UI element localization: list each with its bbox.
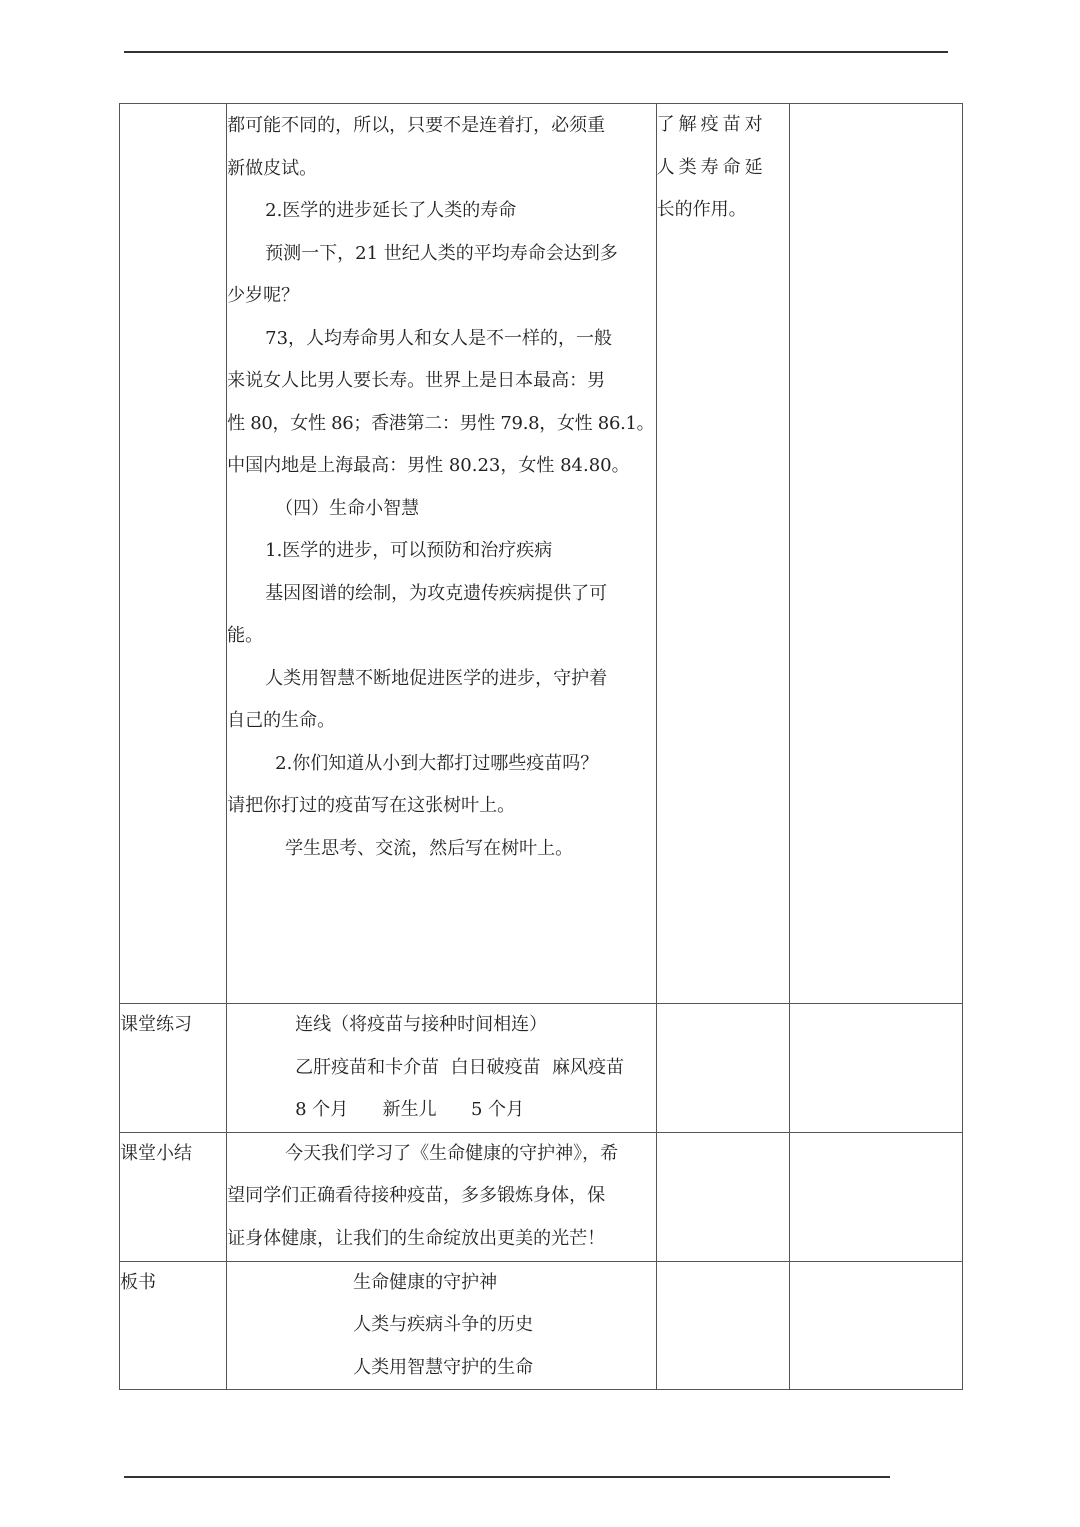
board-row <box>120 1261 963 1390</box>
content-paragraph: 性 80，女性 86；香港第二：男性 79.8，女性 86.1。 <box>227 412 655 434</box>
board-line: 人类与疾病斗争的历史 <box>353 1314 534 1335</box>
section-heading: （四）生命小智慧 <box>275 497 420 519</box>
summary-row <box>120 1132 963 1261</box>
content-paragraph: 新做皮试。 <box>227 157 318 179</box>
notes-cell <box>789 104 962 1004</box>
board-label: 板书 <box>120 1261 227 1390</box>
summary-line: 望同学们正确看待接种疫苗，多多锻炼身体，保 <box>227 1185 606 1206</box>
summary-line: 证身体健康，让我们的生命绽放出更美的光芒！ <box>227 1227 606 1249</box>
content-paragraph: 73，人均寿命男人和女人是不一样的，一般 <box>265 327 613 349</box>
practice-goal-cell <box>656 1004 789 1133</box>
lesson-plan-table <box>119 103 963 1390</box>
practice-line: 8 个月 新生儿 5 个月 <box>295 1099 525 1120</box>
content-paragraph: 自己的生命。 <box>227 710 336 731</box>
content-paragraph: 能。 <box>227 625 264 646</box>
goal-line: 长的作用。 <box>656 199 747 220</box>
footer-rule <box>124 1476 890 1478</box>
summary-line: 今天我们学习了《生命健康的守护神》，希 <box>285 1142 619 1164</box>
practice-row <box>120 1004 963 1133</box>
section-heading: 2.医学的进步延长了人类的寿命 <box>265 200 517 221</box>
section-heading: 2.你们知道从小到大都打过哪些疫苗吗？ <box>275 752 599 774</box>
board-line: 生命健康的守护神 <box>353 1271 498 1293</box>
summary-cell <box>227 1132 657 1261</box>
content-paragraph: 少岁呢？ <box>227 285 300 306</box>
content-paragraph: 人类用智慧不断地促进医学的进步，守护着 <box>265 667 608 689</box>
board-goal-cell <box>656 1261 789 1390</box>
summary-notes-cell <box>789 1132 962 1261</box>
content-paragraph: 来说女人比男人要长寿。世界上是日本最高：男 <box>227 370 606 391</box>
content-cell <box>227 104 657 1004</box>
summary-label: 课堂小结 <box>120 1132 227 1261</box>
content-label-cell <box>120 104 227 1004</box>
board-cell <box>227 1261 657 1390</box>
content-paragraph: 请把你打过的疫苗写在这张树叶上。 <box>227 795 516 816</box>
goal-line: 了解疫苗对 <box>656 114 767 135</box>
content-paragraph: 基因图谱的绘制，为攻克遗传疾病提供了可 <box>265 582 608 604</box>
content-paragraph: 学生思考、交流，然后写在树叶上。 <box>285 837 574 859</box>
content-row <box>120 104 963 1004</box>
header-rule <box>124 51 948 53</box>
practice-line: 乙肝疫苗和卡介苗 白日破疫苗 麻风疫苗 <box>295 1056 625 1078</box>
board-notes-cell <box>789 1261 962 1390</box>
board-line: 人类用智慧守护的生命 <box>353 1356 534 1378</box>
practice-label: 课堂练习 <box>120 1004 227 1133</box>
practice-notes-cell <box>789 1004 962 1133</box>
content-paragraph: 中国内地是上海最高：男性 80.23，女性 84.80。 <box>227 455 630 476</box>
content-paragraph: 预测一下，21 世纪人类的平均寿命会达到多 <box>265 242 618 264</box>
practice-cell <box>227 1004 657 1133</box>
goal-cell <box>656 104 789 1004</box>
summary-goal-cell <box>656 1132 789 1261</box>
practice-line: 连线（将疫苗与接种时间相连） <box>295 1014 548 1035</box>
section-heading: 1.医学的进步，可以预防和治疗疾病 <box>265 540 553 561</box>
content-paragraph: 都可能不同的，所以，只要不是连着打，必须重 <box>227 115 606 136</box>
goal-line: 人类寿命延 <box>656 156 767 178</box>
